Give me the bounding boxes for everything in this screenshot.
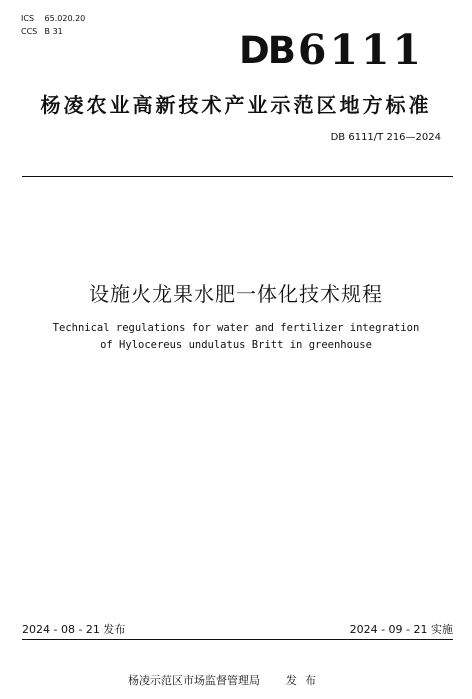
authority-verb: 发布 [286,674,324,687]
authority-name: 杨凌示范区市场监督管理局 [128,674,260,687]
db-standard-logo [239,26,425,74]
ics-label: ICS [21,14,35,23]
ccs-value: B 31 [44,27,63,36]
db-region-number: 6111 [297,26,425,74]
top-divider [22,176,453,177]
implementation-date: 2024 - 09 - 21 实施 [349,623,453,636]
standard-issuer-heading: 杨凌农业高新技术产业示范区地方标准 [40,93,432,117]
ccs-code [21,25,85,38]
ics-code [21,12,85,25]
english-title-line-2: of Hylocereus undulatus Britt in greenhouse [100,339,372,351]
document-title-chinese: 设施火龙果水肥一体化技术规程 [89,282,383,306]
english-title-line-1: Technical regulations for water and fertilizer integration [52,322,420,334]
bottom-divider [22,639,453,640]
classification-codes [21,12,85,38]
publishing-authority [128,672,324,688]
ics-value: 65.020.20 [44,14,86,23]
standard-number: DB 6111/T 216—2024 [330,132,441,143]
document-title-english [0,320,472,354]
db-mark: DB [239,29,294,72]
publish-date: 2024 - 08 - 21 发布 [22,623,126,636]
ccs-label: CCS [21,27,38,36]
